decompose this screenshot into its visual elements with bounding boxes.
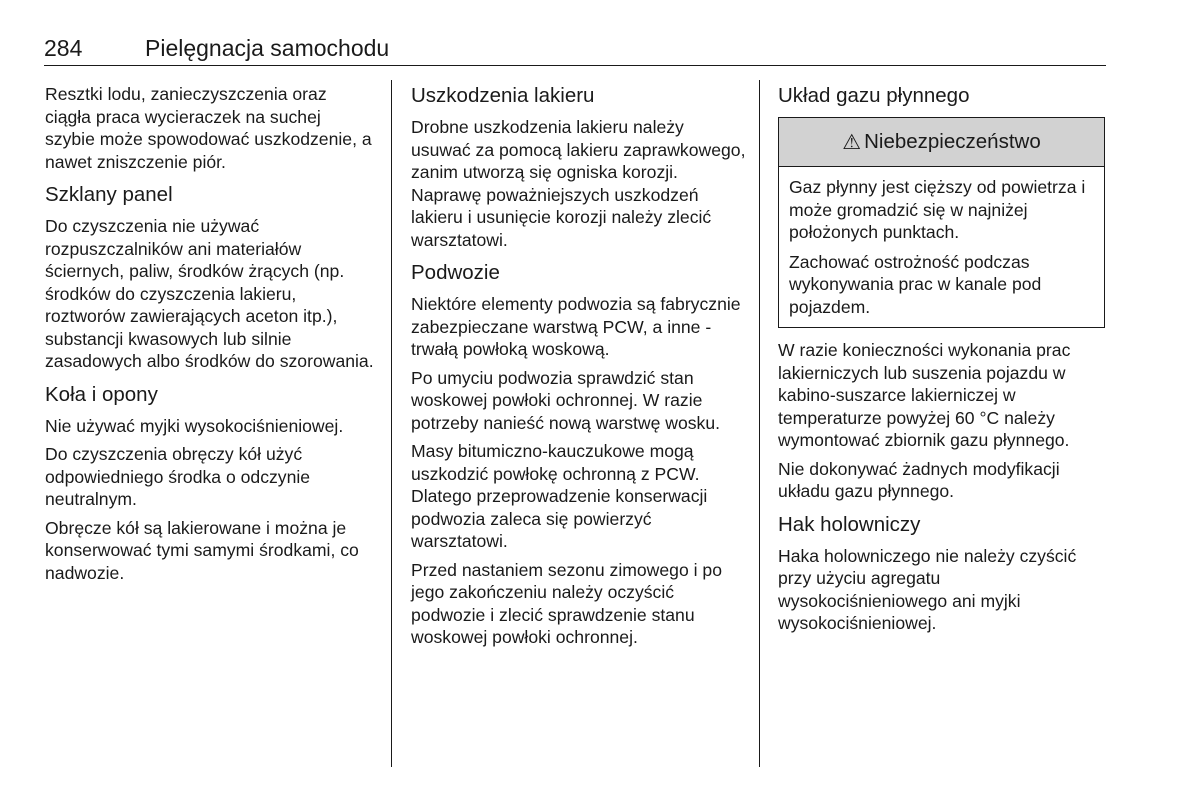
- page-number: 284: [44, 35, 83, 61]
- paragraph: Masy bitumiczno-kauczukowe mogą uszkodzić powłokę ochronną z PCW. Dlatego przeprowadzenie konserwacji podwozia zaleca się powierzyć warsztatowi.: [411, 441, 708, 551]
- column-divider: [391, 80, 392, 767]
- paragraph: Haka holowniczego nie należy czyścić przy użyciu agregatu wysokociśnieniowego ani myjki wysokociśnieniowej.: [778, 545, 1077, 633]
- page-header: [44, 33, 1106, 66]
- column-divider: [759, 80, 760, 767]
- paragraph: Drobne uszkodzenia lakieru należy usuwać za pomocą lakieru zaprawkowego, zanim utworzą się ogniska korozji. Naprawę poważniejszych uszkodzeń lakieru i usunięcie korozji należy zlecić warsztatowi.: [411, 117, 746, 250]
- danger-box-body: [779, 167, 1104, 327]
- danger-paragraph: Gaz płynny jest cięższy od powietrza i może gromadzić się w najniżej położonych punktach.: [789, 177, 1086, 242]
- section-heading-underbody: Podwozie: [411, 261, 500, 284]
- warning-triangle-icon: ⚠: [842, 130, 862, 154]
- intro-paragraph: Resztki lodu, zanieczyszczenia oraz ciągła praca wycieraczek na suchej szybie może spowodować uszkodzenie, a nawet zniszczenie piór.: [45, 84, 372, 172]
- danger-box: [778, 117, 1105, 328]
- paragraph: Do czyszczenia nie używać rozpuszczalników ani materiałów ściernych, paliw, środków żrących (np. środków do czyszczenia lakieru, roztworów zawierających aceton itp.), substancji kwasowych lub silnie zasadowych albo środków do szorowania.: [45, 216, 374, 371]
- danger-paragraph: Zachować ostrożność podczas wykonywania prac w kanale pod pojazdem.: [789, 251, 1042, 317]
- paragraph: Nie używać myjki wysokociśnieniowej.: [45, 415, 344, 436]
- paragraph: Do czyszczenia obręczy kół użyć odpowiedniego środka o odczynie neutralnym.: [45, 444, 311, 509]
- paragraph: Niektóre elementy podwozia są fabrycznie zabezpieczane warstwą PCW, a inne - trwałą powłoką woskową.: [411, 294, 741, 359]
- paragraph: Po umyciu podwozia sprawdzić stan woskowej powłoki ochronnej. W razie potrzeby nanieść nową warstwę wosku.: [411, 367, 721, 433]
- column-right: [778, 83, 1113, 641]
- danger-title: Niebezpieczeństwo: [864, 130, 1041, 153]
- section-heading-wheels: Koła i opony: [45, 382, 158, 406]
- section-heading-paint: Uszkodzenia lakieru: [411, 84, 595, 107]
- column-middle: [411, 83, 746, 655]
- column-left: [45, 83, 375, 590]
- paragraph: Obręcze kół są lakierowane i można je konserwować tymi samymi środkami, co nadwozie.: [45, 517, 359, 583]
- section-heading-lpg: Układ gazu płynnego: [778, 84, 970, 107]
- chapter-title: Pielęgnacja samochodu: [145, 35, 390, 61]
- paragraph: W razie konieczności wykonania prac lakierniczych lub suszenia pojazdu w kabino-suszarce lakierniczej w temperaturze powyżej 60 °C należy wymontować zbiornik gazu płynnego.: [778, 340, 1071, 450]
- paragraph: Nie dokonywać żadnych modyfikacji układu gazu płynnego.: [778, 458, 1060, 501]
- section-heading-towbar: Hak holowniczy: [778, 512, 921, 536]
- danger-box-header: [779, 118, 1104, 167]
- paragraph: Przed nastaniem sezonu zimowego i po jego zakończeniu należy oczyścić podwozie i zlecić sprawdzenie stanu woskowej powłoki ochronnej.: [411, 559, 722, 647]
- section-heading-glass: Szklany panel: [45, 183, 173, 206]
